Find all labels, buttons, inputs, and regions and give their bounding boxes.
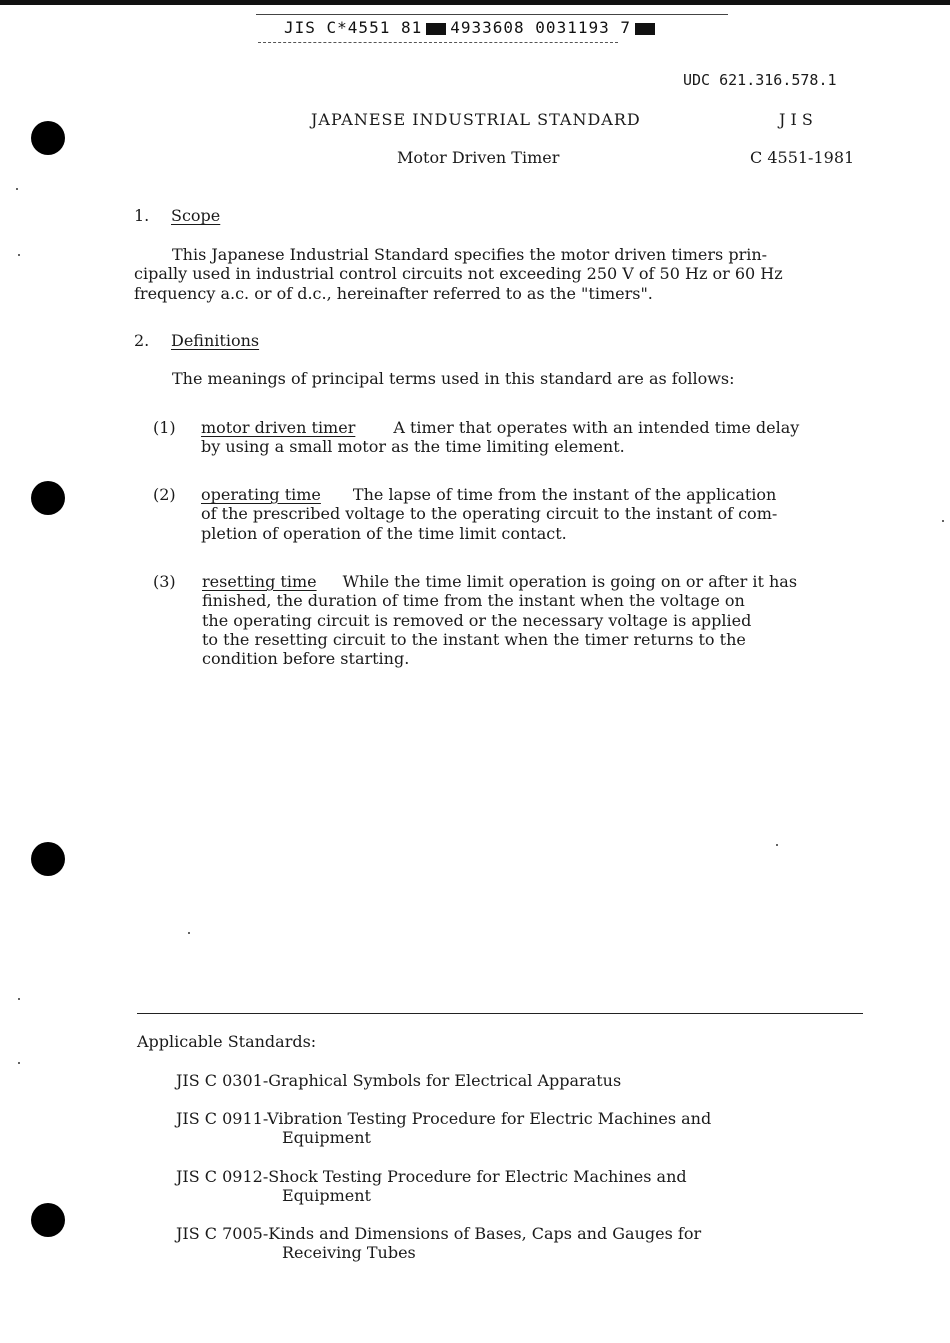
definition-number: (1) — [153, 418, 176, 437]
binder-hole — [31, 1203, 65, 1237]
black-block-mark — [635, 23, 655, 35]
scope-number: 1. — [134, 206, 150, 225]
footnote-separator — [137, 1013, 863, 1014]
definition-text: condition before starting. — [202, 649, 410, 669]
definition-term: resetting time — [202, 572, 317, 591]
applicable-standard-line: JIS C 7005-Kinds and Dimensions of Bases, Caps and Gauges for — [176, 1224, 702, 1243]
definitions-heading: Definitions — [171, 331, 260, 350]
scope-heading: Scope — [171, 206, 221, 225]
definition-text: pletion of operation of the time limit contact. — [201, 523, 567, 543]
header-code-part1: JIS C*4551 81 — [284, 18, 423, 37]
scan-speck — [16, 188, 18, 190]
scope-paragraph — [134, 245, 783, 303]
definition-item — [202, 572, 797, 668]
scope-line: cipally used in industrial control circuits not exceeding 250 V of 50 Hz or 60 Hz — [134, 264, 783, 284]
applicable-standard-line: Equipment — [282, 1128, 371, 1148]
definition-item — [201, 418, 799, 457]
binder-hole — [31, 842, 65, 876]
scope-line: frequency a.c. or of d.c., hereinafter referred to as the "timers". — [134, 283, 653, 303]
definition-text: While the time limit operation is going on or after it has — [342, 572, 798, 591]
definitions-number: 2. — [134, 331, 150, 350]
applicable-heading: Applicable Standards: — [137, 1032, 317, 1051]
definition-text: the operating circuit is removed or the necessary voltage is applied — [202, 610, 752, 630]
definition-text: to the resetting circuit to the instant when the timer returns to the — [202, 629, 746, 649]
scan-speck — [776, 844, 778, 846]
binder-hole — [31, 121, 65, 155]
applicable-standard — [176, 1109, 711, 1148]
definition-term: motor driven timer — [201, 418, 356, 437]
applicable-standard-line: JIS C 0911-Vibration Testing Procedure for Electric Machines and — [176, 1109, 712, 1128]
definition-text: of the prescribed voltage to the operating circuit to the instant of com- — [201, 504, 778, 524]
scan-speck — [188, 932, 190, 934]
standard-number: C 4551-1981 — [750, 148, 855, 167]
jis-mark: J I S — [779, 110, 813, 129]
definition-text: finished, the duration of time from the instant when the voltage on — [202, 591, 745, 611]
applicable-standard-line: Receiving Tubes — [282, 1243, 416, 1263]
udc-number: UDC 621.316.578.1 — [683, 71, 837, 89]
definitions-intro: The meanings of principal terms used in this standard are as follows: — [172, 369, 735, 388]
definition-text: by using a small motor as the time limiting element. — [201, 437, 625, 457]
definition-number: (3) — [153, 572, 176, 591]
standard-org: JAPANESE INDUSTRIAL STANDARD — [311, 110, 641, 129]
applicable-standard — [176, 1071, 621, 1090]
definition-term: operating time — [201, 485, 321, 504]
binder-hole — [31, 481, 65, 515]
scope-line: This Japanese Industrial Standard specifies the motor driven timers prin- — [172, 245, 768, 264]
applicable-standard-line: JIS C 0912-Shock Testing Procedure for Electric Machines and — [176, 1167, 687, 1186]
applicable-standard — [176, 1167, 687, 1206]
black-block-mark — [426, 23, 446, 35]
scan-speck — [942, 520, 944, 522]
applicable-standard-line: JIS C 0301-Graphical Symbols for Electrical Apparatus — [176, 1071, 622, 1090]
document-barcode-header — [284, 18, 724, 37]
scan-speck — [18, 998, 20, 1000]
document-title: Motor Driven Timer — [397, 148, 560, 167]
applicable-standard-line: Equipment — [282, 1186, 371, 1206]
definition-number: (2) — [153, 485, 176, 504]
header-dashed-rule — [258, 42, 618, 43]
header-code-part2: 4933608 0031193 7 — [450, 18, 631, 37]
scan-speck — [18, 254, 20, 256]
scan-speck — [18, 1062, 20, 1064]
definition-text: The lapse of time from the instant of the application — [352, 485, 777, 504]
definition-text: A timer that operates with an intended time delay — [393, 418, 800, 437]
definition-item — [201, 485, 777, 543]
header-rule — [256, 14, 728, 15]
applicable-standard — [176, 1224, 701, 1263]
top-scan-border — [0, 0, 950, 5]
